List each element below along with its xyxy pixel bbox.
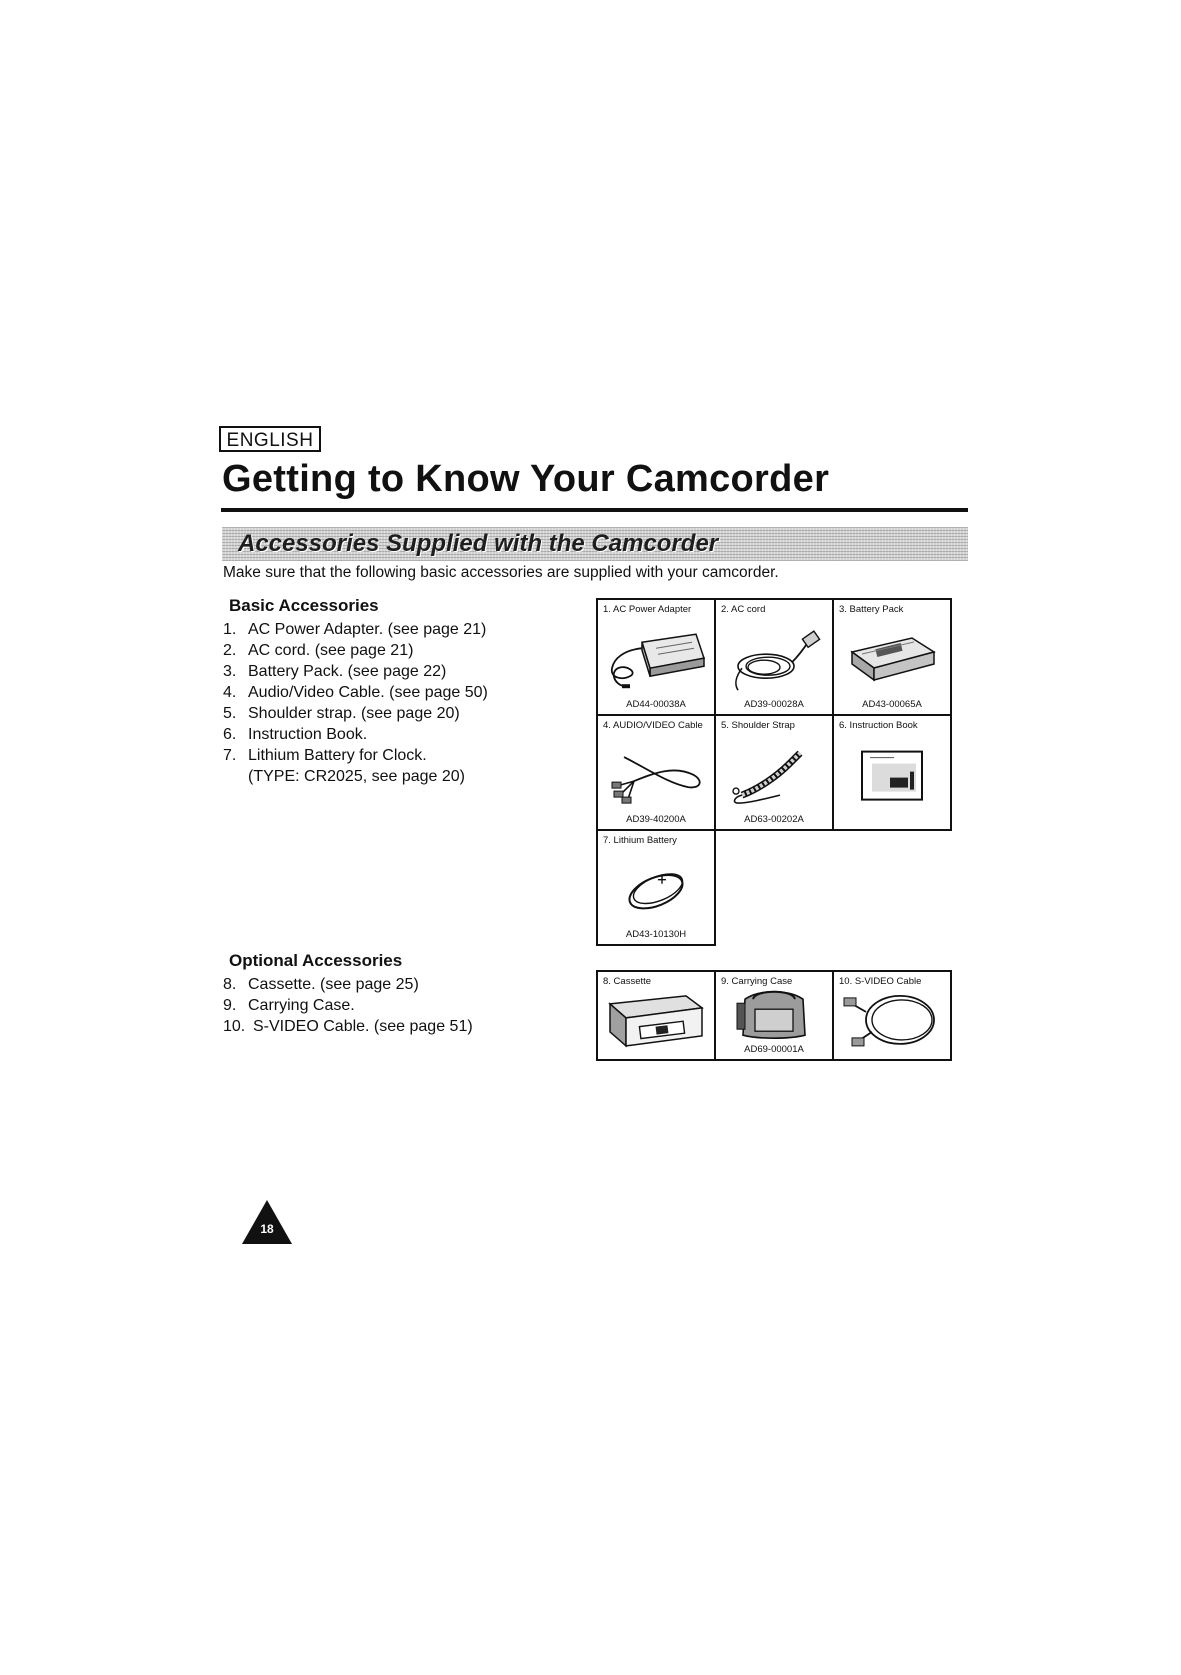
list-item: 6. Instruction Book. [223,726,368,743]
section-title: Accessories Supplied with the Camcorder [238,530,719,557]
carrying-case-icon [729,985,819,1041]
battery-pack-icon [842,630,942,690]
list-item: 8. Cassette. (see page 25) [223,976,419,993]
page-number: 18 [260,1222,274,1236]
basic-accessories-heading: Basic Accessories [229,596,379,615]
list-item: 10. S-VIDEO Cable. (see page 51) [223,1018,473,1035]
lithium-battery-icon [616,863,696,917]
title-rule [221,508,968,512]
accessory-cell-ac-cord: 2. AC cord AD39-00028A [714,598,834,716]
accessory-cell-carrying-case: 9. Carrying Case AD69-00001A [714,970,834,1061]
av-cable-icon [604,745,708,807]
intro-text: Make sure that the following basic accessories are supplied with your camcorder. [223,564,779,581]
list-item: 3. Battery Pack. (see page 22) [223,663,447,680]
list-item: 9. Carrying Case. [223,997,355,1014]
list-item-note: (TYPE: CR2025, see page 20) [248,768,466,785]
accessory-cell-battery-pack: 3. Battery Pack AD43-00065A [832,598,952,716]
list-item: 2. AC cord. (see page 21) [223,642,414,659]
accessory-cell-lithium-battery: 7. Lithium Battery AD43-10130H [596,829,716,946]
list-item: 1. AC Power Adapter. (see page 21) [223,621,487,638]
ac-adapter-icon [604,628,708,692]
list-item: 5. Shoulder strap. (see page 20) [223,705,460,722]
accessory-cell-av-cable: 4. AUDIO/VIDEO Cable AD39-40200A [596,714,716,831]
cassette-icon [606,989,706,1047]
accessory-cell-ac-power-adapter: 1. AC Power Adapter AD44-00038A [596,598,716,716]
s-video-cable-icon [842,989,942,1047]
list-item: 4. Audio/Video Cable. (see page 50) [223,684,488,701]
accessory-cell-shoulder-strap: 5. Shoulder Strap AD63-00202A [714,714,834,831]
instruction-book-icon [860,749,924,801]
optional-accessories-heading: Optional Accessories [229,951,403,970]
language-badge: ENGLISH [219,426,321,452]
accessory-cell-s-video-cable: 10. S-VIDEO Cable [832,970,952,1061]
list-item: 7. Lithium Battery for Clock. [223,747,427,764]
accessory-cell-cassette: 8. Cassette [596,970,716,1061]
page-title: Getting to Know Your Camcorder [222,458,830,500]
accessory-cell-instruction-book: 6. Instruction Book [832,714,952,831]
shoulder-strap-icon [724,745,824,807]
page-number-badge [241,1199,293,1245]
optional-accessories-list [223,974,473,1037]
ac-cord-icon [724,628,824,692]
basic-accessories-list [223,619,488,787]
